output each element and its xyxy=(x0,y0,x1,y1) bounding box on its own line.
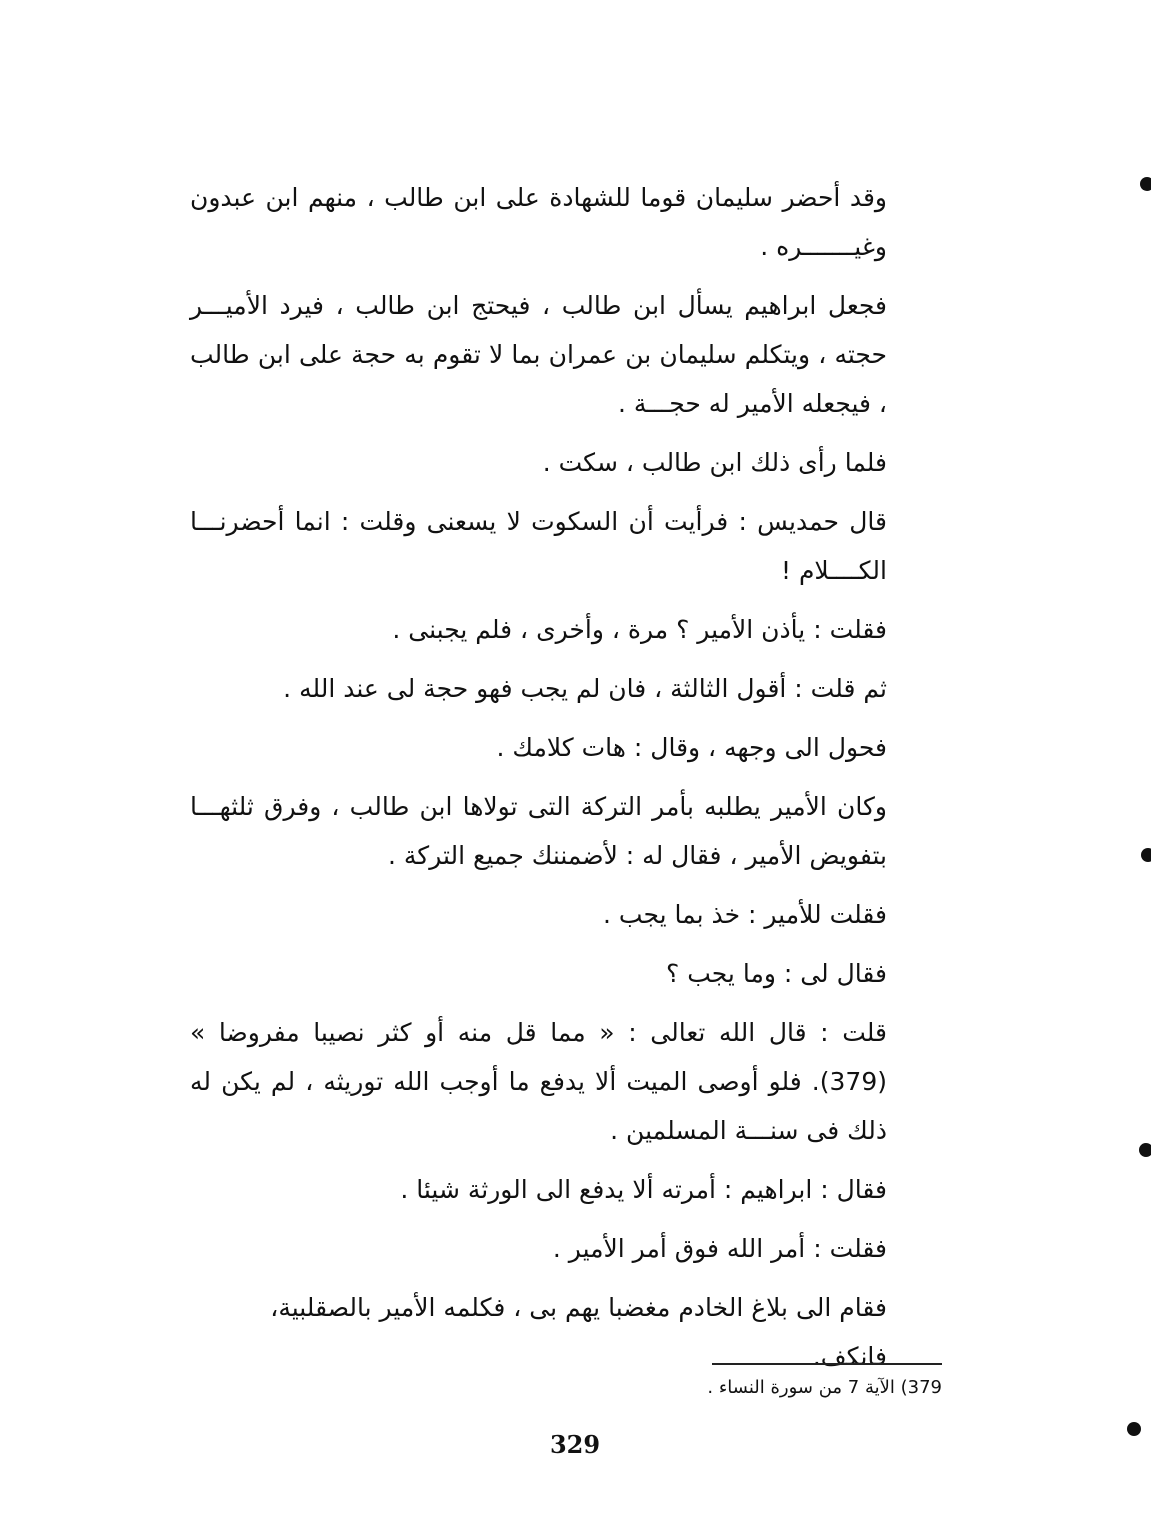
paragraph-8: وكان الأمير يطلبه بأمر التركة التى تولاها ابن طالب ، وفرق ثلثهـــا بتفويض الأمير ، فقال له : لأضمننك جميع التركة . xyxy=(190,792,887,870)
binding-hole-mark xyxy=(1140,177,1151,191)
binding-hole-mark xyxy=(1139,1143,1151,1157)
paragraph-7: فحول الى وجهه ، وقال : هات كلامك . xyxy=(496,733,887,762)
footnote: 379) الآية 7 من سورة النساء . xyxy=(707,1377,942,1398)
paragraph-9: فقلت للأمير : خذ بما يجب . xyxy=(603,900,887,929)
body-text xyxy=(190,173,942,1381)
paragraph-1: وقد أحضر سليمان قوما للشهادة على ابن طالب ، منهم ابن عبدون وغيـــــــره . xyxy=(190,183,887,261)
paragraph-3: فلما رأى ذلك ابن طالب ، سكت . xyxy=(542,448,887,477)
footnote-divider xyxy=(712,1363,942,1365)
paragraph-10: فقال لى : وما يجب ؟ xyxy=(666,959,887,988)
paragraph-11: قلت : قال الله تعالى : « مما قل منه أو كثر نصيبا مفروضا » (379). فلو أوصى الميت ألا يدفع ما أوجب الله توريثه ، لم يكن له ذلك فى سنـــة المسلمين . xyxy=(190,1018,887,1145)
paragraph-14: فقام الى بلاغ الخادم مغضبا يهم بى ، فكلمه الأمير بالصقلبية، فانكف. xyxy=(270,1293,887,1371)
binding-hole-mark xyxy=(1141,848,1151,862)
paragraph-5: فقلت : يأذن الأمير ؟ مرة ، وأخرى ، فلم يجبنى . xyxy=(392,615,887,644)
paragraph-4: قال حمديس : فرأيت أن السكوت لا يسعنى وقلت : انما أحضرنـــا الكــــلام ! xyxy=(190,507,887,585)
paragraph-6: ثم قلت : أقول الثالثة ، فان لم يجب فهو حجة لى عند الله . xyxy=(283,674,887,703)
binding-hole-mark xyxy=(1127,1422,1141,1436)
paragraph-13: فقلت : أمر الله فوق أمر الأمير . xyxy=(552,1234,887,1263)
page-number: 329 xyxy=(549,1430,601,1459)
paragraph-12: فقال : ابراهيم : أمرته ألا يدفع الى الورثة شيئا . xyxy=(400,1175,887,1204)
paragraph-2: فجعل ابراهيم يسأل ابن طالب ، فيحتج ابن طالب ، فيرد الأميـــر حجته ، ويتكلم سليمان بن عمران بما لا تقوم به حجة على ابن طالب ، فيجعله الأمير له حجـــة . xyxy=(190,291,887,418)
